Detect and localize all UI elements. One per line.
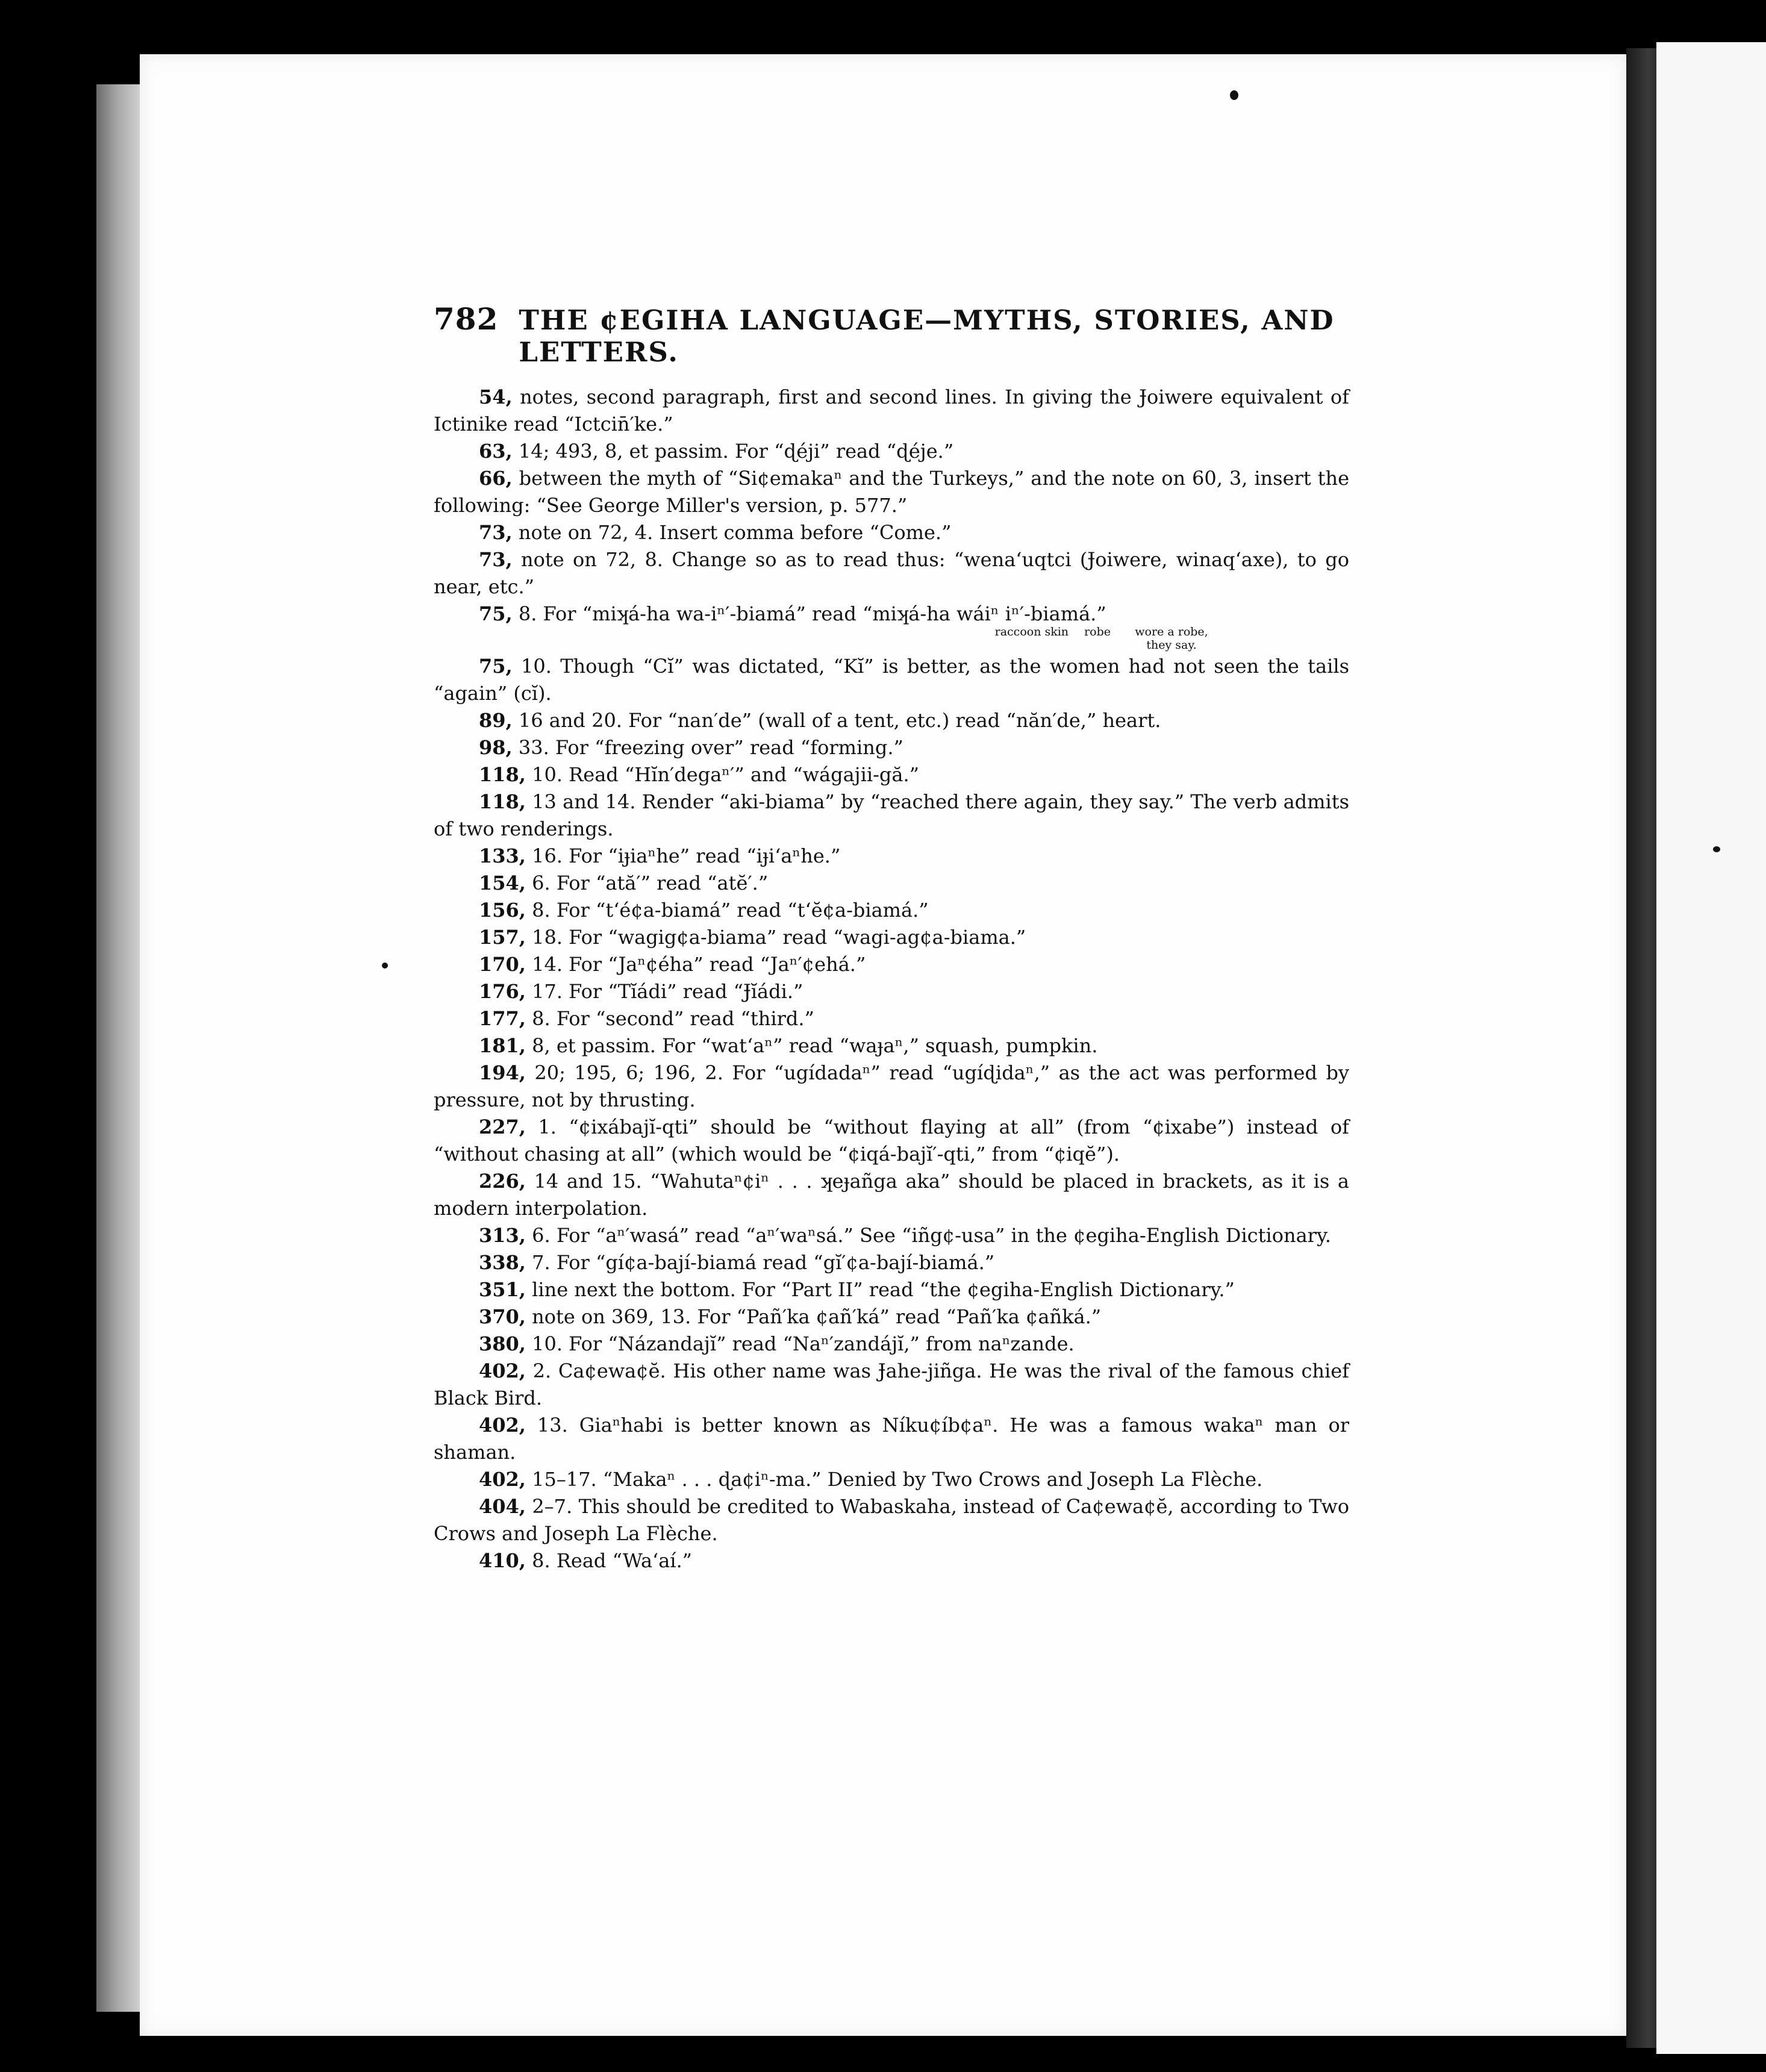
errata-entry <box>434 465 1349 519</box>
errata-content <box>434 301 1349 1574</box>
entry-text: 20; 195, 6; 196, 2. For “ugídadaⁿ” read “ugíɖidaⁿ,” as the act was performed by pressure, not by thrusting. <box>434 1061 1349 1111</box>
entry-ref: 170, <box>479 953 526 976</box>
entry-text: 7. For “gí¢a-bají-biamá read “gĭ′¢a-bají-biamá.” <box>525 1251 995 1274</box>
entry-text: between the myth of “Si¢emakaⁿ and the Turkeys,” and the note on 60, 3, insert the following: “See George Miller's version, p. 577.” <box>434 467 1349 517</box>
entry-ref: 194, <box>479 1061 526 1084</box>
entry-ref: 66, <box>479 467 513 490</box>
errata-entry <box>434 897 1349 924</box>
entry-text: 14; 493, 8, et passim. For “ɖéji” read “ɖéje.” <box>512 440 954 463</box>
page-number: 782 <box>434 301 499 337</box>
entry-ref: 73, <box>479 548 513 571</box>
entry-ref: 410, <box>479 1549 526 1572</box>
errata-entry <box>434 384 1349 438</box>
entry-text: 15–17. “Makaⁿ . . . ɖa¢iⁿ-ma.” Denied by Two Crows and Joseph La Flèche. <box>525 1468 1263 1491</box>
errata-entry <box>434 1303 1349 1331</box>
entry-text: 14. For “Jaⁿ¢éha” read “Jaⁿ′¢ehá.” <box>525 953 866 976</box>
entry-text: 17. For “Tĭádi” read “Ɉĭádi.” <box>525 980 803 1003</box>
entry-text: 8, et passim. For “wat‘aⁿ” read “waɟaⁿ,” squash, pumpkin. <box>525 1034 1098 1057</box>
errata-entry <box>434 761 1349 788</box>
entry-ref: 118, <box>479 790 526 813</box>
entry-text: 10. Read “Hĭn′degaⁿ′” and “wágajii-gă.” <box>525 763 919 786</box>
errata-entry <box>434 707 1349 734</box>
gloss-robe: robe <box>1084 625 1111 638</box>
page-edge <box>96 84 145 2012</box>
entry-ref: 89, <box>479 709 513 732</box>
entry-text: 6. For “aⁿ′wasá” read “aⁿ′waⁿsá.” See “iñg¢-usa” in the ¢egiha-English Dictionary. <box>525 1224 1331 1247</box>
entry-ref: 118, <box>479 763 526 786</box>
errata-entry <box>434 1358 1349 1412</box>
speck-mark <box>382 963 388 969</box>
errata-entry <box>434 1222 1349 1249</box>
errata-entry <box>434 734 1349 761</box>
entry-ref: 63, <box>479 440 513 463</box>
entry-ref: 226, <box>479 1170 526 1193</box>
errata-entry <box>434 1005 1349 1032</box>
errata-entry <box>434 1168 1349 1222</box>
entry-text: 8. Read “Wa‘aí.” <box>525 1549 693 1572</box>
entry-ref: 402, <box>479 1414 526 1437</box>
speck-mark <box>1713 846 1720 852</box>
errata-entry <box>434 1114 1349 1168</box>
entry-text: 16. For “iɟiaⁿhe” read “iɟi‘aⁿhe.” <box>525 844 841 867</box>
errata-entry <box>434 843 1349 870</box>
entry-text: 18. For “wagig¢a-biama” read “wagi-ag¢a-biama.” <box>525 926 1026 949</box>
entry-text: 13 and 14. Render “aki-biama” by “reached there again, they say.” The verb admits of two renderings. <box>434 790 1349 840</box>
errata-entry <box>434 546 1349 601</box>
entry-ref: 380, <box>479 1332 526 1355</box>
errata-entry <box>434 870 1349 897</box>
entry-text: note on 72, 4. Insert comma before “Come.” <box>512 521 952 544</box>
facing-page-edge <box>1656 42 1766 2054</box>
errata-entry <box>434 1276 1349 1303</box>
entry-ref: 73, <box>479 521 513 544</box>
running-title: THE ¢EGIHA LANGUAGE—MYTHS, STORIES, AND LETTERS. <box>519 304 1335 368</box>
entry-ref: 313, <box>479 1224 526 1247</box>
entry-text: notes, second paragraph, first and second lines. In giving the Ɉoiwere equivalent of Ictinike read “Ictcin̄′ke.” <box>434 385 1349 435</box>
errata-entry <box>434 1032 1349 1059</box>
entry-text: 33. For “freezing over” read “forming.” <box>512 736 903 759</box>
entry-ref: 181, <box>479 1034 526 1057</box>
entry-ref: 404, <box>479 1495 526 1518</box>
errata-entry <box>434 1547 1349 1574</box>
errata-entry <box>434 653 1349 707</box>
entry-text: 1. “¢ixábajĭ-qti” should be “without flaying at all” (from “¢ixabe”) instead of “without chasing at all” (which would be “¢iqá-bajĭ′-qti,” from “¢iqĕ”). <box>434 1116 1349 1166</box>
entry-ref: 177, <box>479 1007 526 1030</box>
errata-entry <box>434 1466 1349 1493</box>
entry-ref: 75, <box>479 655 513 678</box>
entry-text: 13. Giaⁿhabi is better known as Níku¢íb¢aⁿ. He was a famous wakaⁿ man or shaman. <box>434 1414 1349 1464</box>
entry-text: 14 and 15. “Wahutaⁿ¢iⁿ . . . ʞeɟañga aka” should be placed in brackets, as it is a modern interpolation. <box>434 1170 1349 1220</box>
entry-text: 6. For “ată′” read “atĕ′.” <box>525 872 769 894</box>
errata-entry <box>434 1059 1349 1114</box>
entry-text: 8. For “second” read “third.” <box>525 1007 814 1030</box>
entry-ref: 370, <box>479 1305 526 1328</box>
errata-entry <box>434 978 1349 1005</box>
entry-ref: 402, <box>479 1468 526 1491</box>
errata-entry <box>434 1249 1349 1276</box>
entry-ref: 338, <box>479 1251 526 1274</box>
running-head <box>434 301 1349 368</box>
entry-ref: 154, <box>479 872 526 894</box>
entry-ref: 402, <box>479 1359 526 1382</box>
entry-text: note on 369, 13. For “Pañ′ka ¢añ′ká” read “Pañ′ka ¢añká.” <box>525 1305 1102 1328</box>
errata-entry <box>434 951 1349 978</box>
errata-entry <box>434 438 1349 465</box>
entry-text: note on 72, 8. Change so as to read thus: “wena‘uqtci (Ɉoiwere, winaq‘axe), to go near, etc.” <box>434 548 1349 598</box>
entry-text: line next the bottom. For “Part II” read “the ¢egiha-English Dictionary.” <box>525 1278 1235 1301</box>
entry-ref: 133, <box>479 844 526 867</box>
entry-ref: 157, <box>479 926 526 949</box>
gloss-wore-robe: wore a robe, they say. <box>1135 625 1208 652</box>
errata-entry <box>434 924 1349 951</box>
errata-entry <box>434 788 1349 843</box>
entry-text: 2. Ca¢ewa¢ĕ. His other name was Ɉahe-jiñga. He was the rival of the famous chief Black Bird. <box>434 1359 1349 1409</box>
errata-entry <box>434 601 1349 628</box>
interlinear-gloss <box>434 625 1217 652</box>
entry-text: 10. For “Názandajĭ” read “Naⁿ′zandájĭ,” from naⁿzande. <box>525 1332 1075 1355</box>
entry-ref: 351, <box>479 1278 526 1301</box>
entry-ref: 54, <box>479 385 513 408</box>
entry-text: 2–7. This should be credited to Wabaskaha, instead of Ca¢ewa¢ĕ, according to Two Crows and Joseph La Flèche. <box>434 1495 1349 1545</box>
entry-ref: 176, <box>479 980 526 1003</box>
entry-ref: 75, <box>479 602 513 625</box>
errata-entry <box>434 519 1349 546</box>
speck-mark <box>1230 90 1238 100</box>
entry-text: 8. For “t‘é¢a-biamá” read “t‘ĕ¢a-biamá.” <box>525 899 929 922</box>
entry-ref: 156, <box>479 899 526 922</box>
entry-text: 10. Though “Cĭ” was dictated, “Kĭ” is better, as the women had not seen the tails “again” (cĭ). <box>434 655 1349 705</box>
gloss-raccoon-skin: raccoon skin <box>994 625 1069 638</box>
entry-text: 16 and 20. For “nan′de” (wall of a tent, etc.) read “năn′de,” heart. <box>512 709 1161 732</box>
entry-ref: 98, <box>479 736 513 759</box>
errata-entry <box>434 1412 1349 1466</box>
entry-text: 8. For “miʞá-ha wa-iⁿ′-biamá” read “miʞá-ha wáiⁿ iⁿ′-biamá.” <box>512 602 1106 625</box>
entry-ref: 227, <box>479 1116 526 1138</box>
errata-entry <box>434 1493 1349 1547</box>
errata-entry <box>434 1331 1349 1358</box>
